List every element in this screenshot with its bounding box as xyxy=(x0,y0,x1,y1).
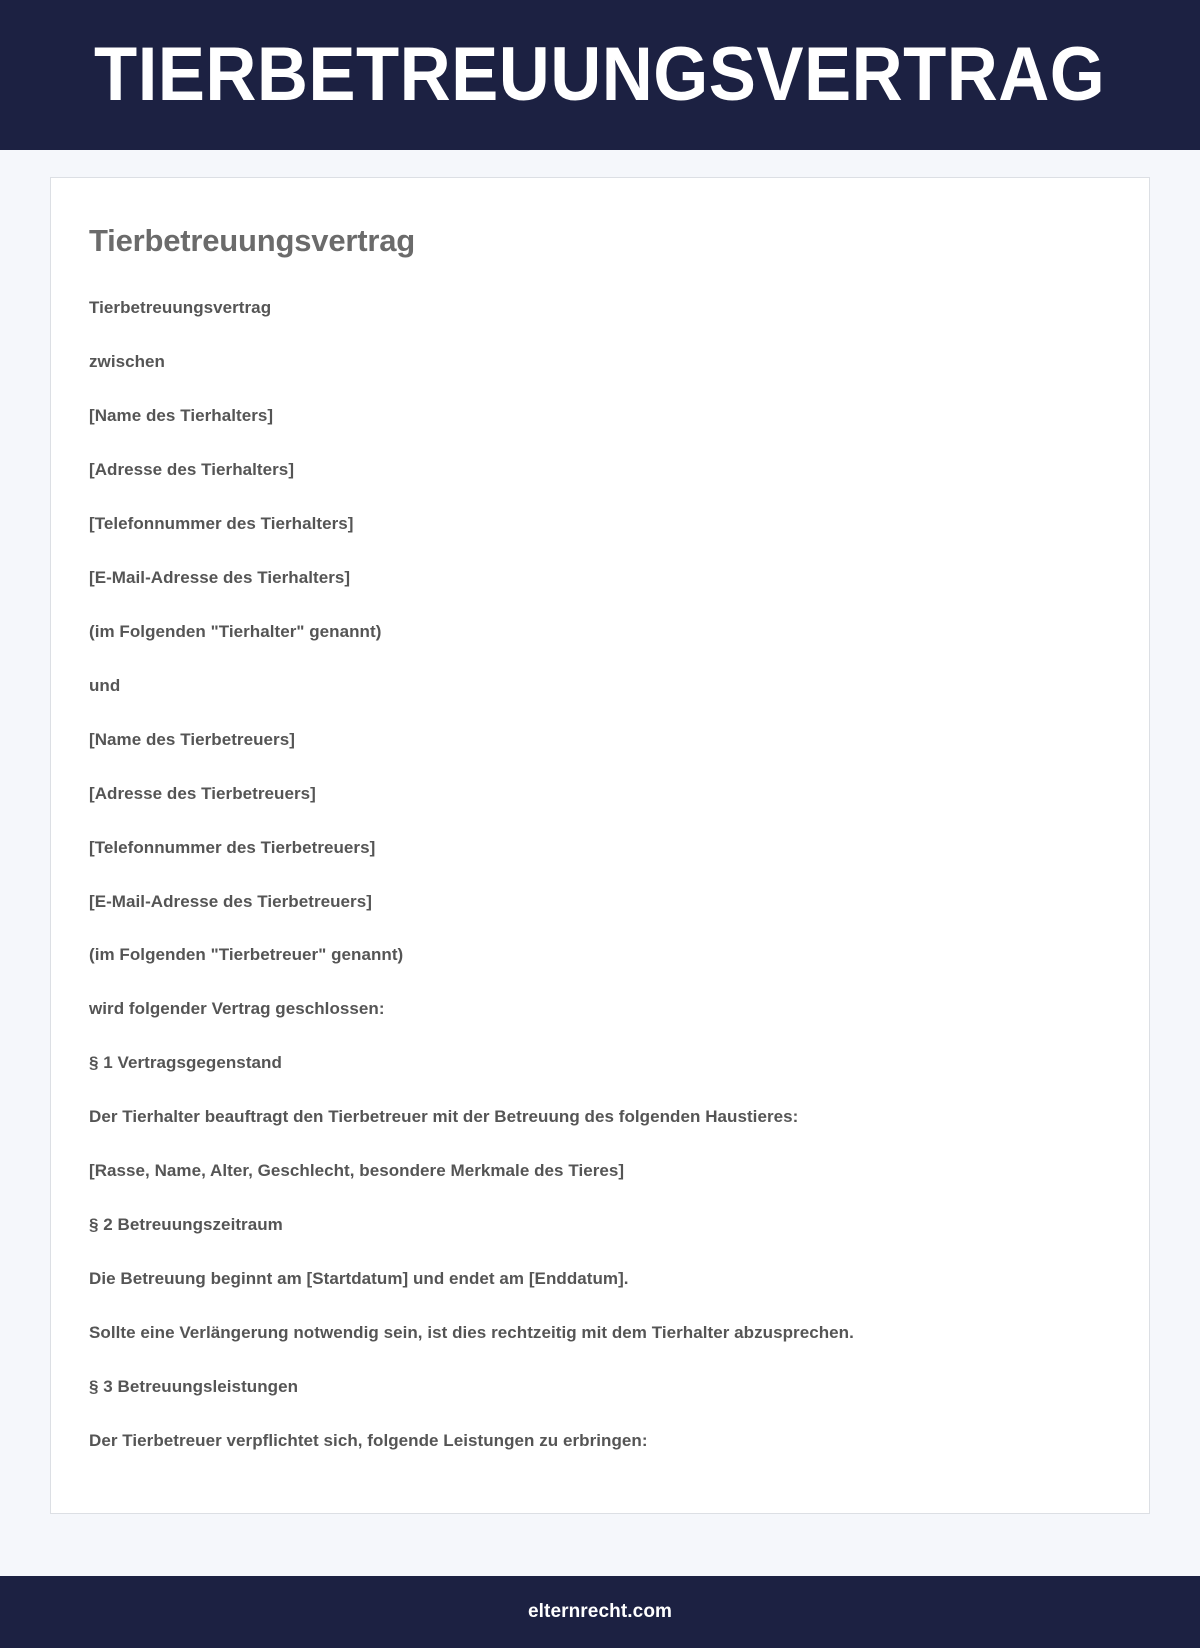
banner-title: TIERBETREUUNGSVERTRAG xyxy=(94,32,1106,117)
document-paragraph: zwischen xyxy=(89,352,165,372)
document-paragraph: [E-Mail-Adresse des Tierbetreuers] xyxy=(89,891,372,911)
document-paragraph: wird folgender Vertrag geschlossen: xyxy=(89,999,385,1019)
document-paragraph: (im Folgenden "Tierbetreuer" genannt) xyxy=(89,945,404,965)
document-paragraph: § 3 Betreuungsleistungen xyxy=(89,1376,299,1396)
document-paragraph: § 1 Vertragsgegenstand xyxy=(89,1053,282,1073)
page-content-wrapper xyxy=(0,150,1200,1514)
document-paragraph: [Adresse des Tierbetreuers] xyxy=(89,783,316,803)
document-paragraph: [Telefonnummer des Tierhalters] xyxy=(89,513,354,533)
document-title: Tierbetreuungsvertrag xyxy=(89,223,415,258)
document-paragraph: [Adresse des Tierhalters] xyxy=(89,460,295,479)
document-paragraph: Tierbetreuungsvertrag xyxy=(89,298,272,318)
document-paragraph: Die Betreuung beginnt am [Startdatum] und endet am [Enddatum]. xyxy=(89,1269,629,1289)
document-paragraph: § 2 Betreuungszeitraum xyxy=(89,1215,283,1235)
footer-site-name: elternrecht.com xyxy=(527,1600,673,1622)
document-paragraph: Sollte eine Verlängerung notwendig sein, ist dies rechtzeitig mit dem Tierhalter abzusprechen. xyxy=(89,1323,854,1342)
document-paragraph: [Telefonnummer des Tierbetreuers] xyxy=(89,837,376,857)
document-paragraph: [Name des Tierbetreuers] xyxy=(89,729,295,749)
page-footer xyxy=(0,1576,1200,1648)
document-paragraph: und xyxy=(89,675,121,695)
document-paragraph: [E-Mail-Adresse des Tierhalters] xyxy=(89,567,351,587)
document-paragraph: (im Folgenden "Tierhalter" genannt) xyxy=(89,621,382,641)
document-body xyxy=(89,297,1111,1453)
document-paragraph: [Rasse, Name, Alter, Geschlecht, besondere Merkmale des Tieres] xyxy=(89,1161,625,1181)
document-paragraph: Der Tierbetreuer verpflichtet sich, folgende Leistungen zu erbringen: xyxy=(89,1430,648,1450)
page-header-banner xyxy=(0,0,1200,150)
document-card xyxy=(50,177,1150,1514)
document-paragraph: Der Tierhalter beauftragt den Tierbetreuer mit der Betreuung des folgenden Haustieres: xyxy=(89,1107,799,1127)
document-paragraph: [Name des Tierhalters] xyxy=(89,406,274,426)
